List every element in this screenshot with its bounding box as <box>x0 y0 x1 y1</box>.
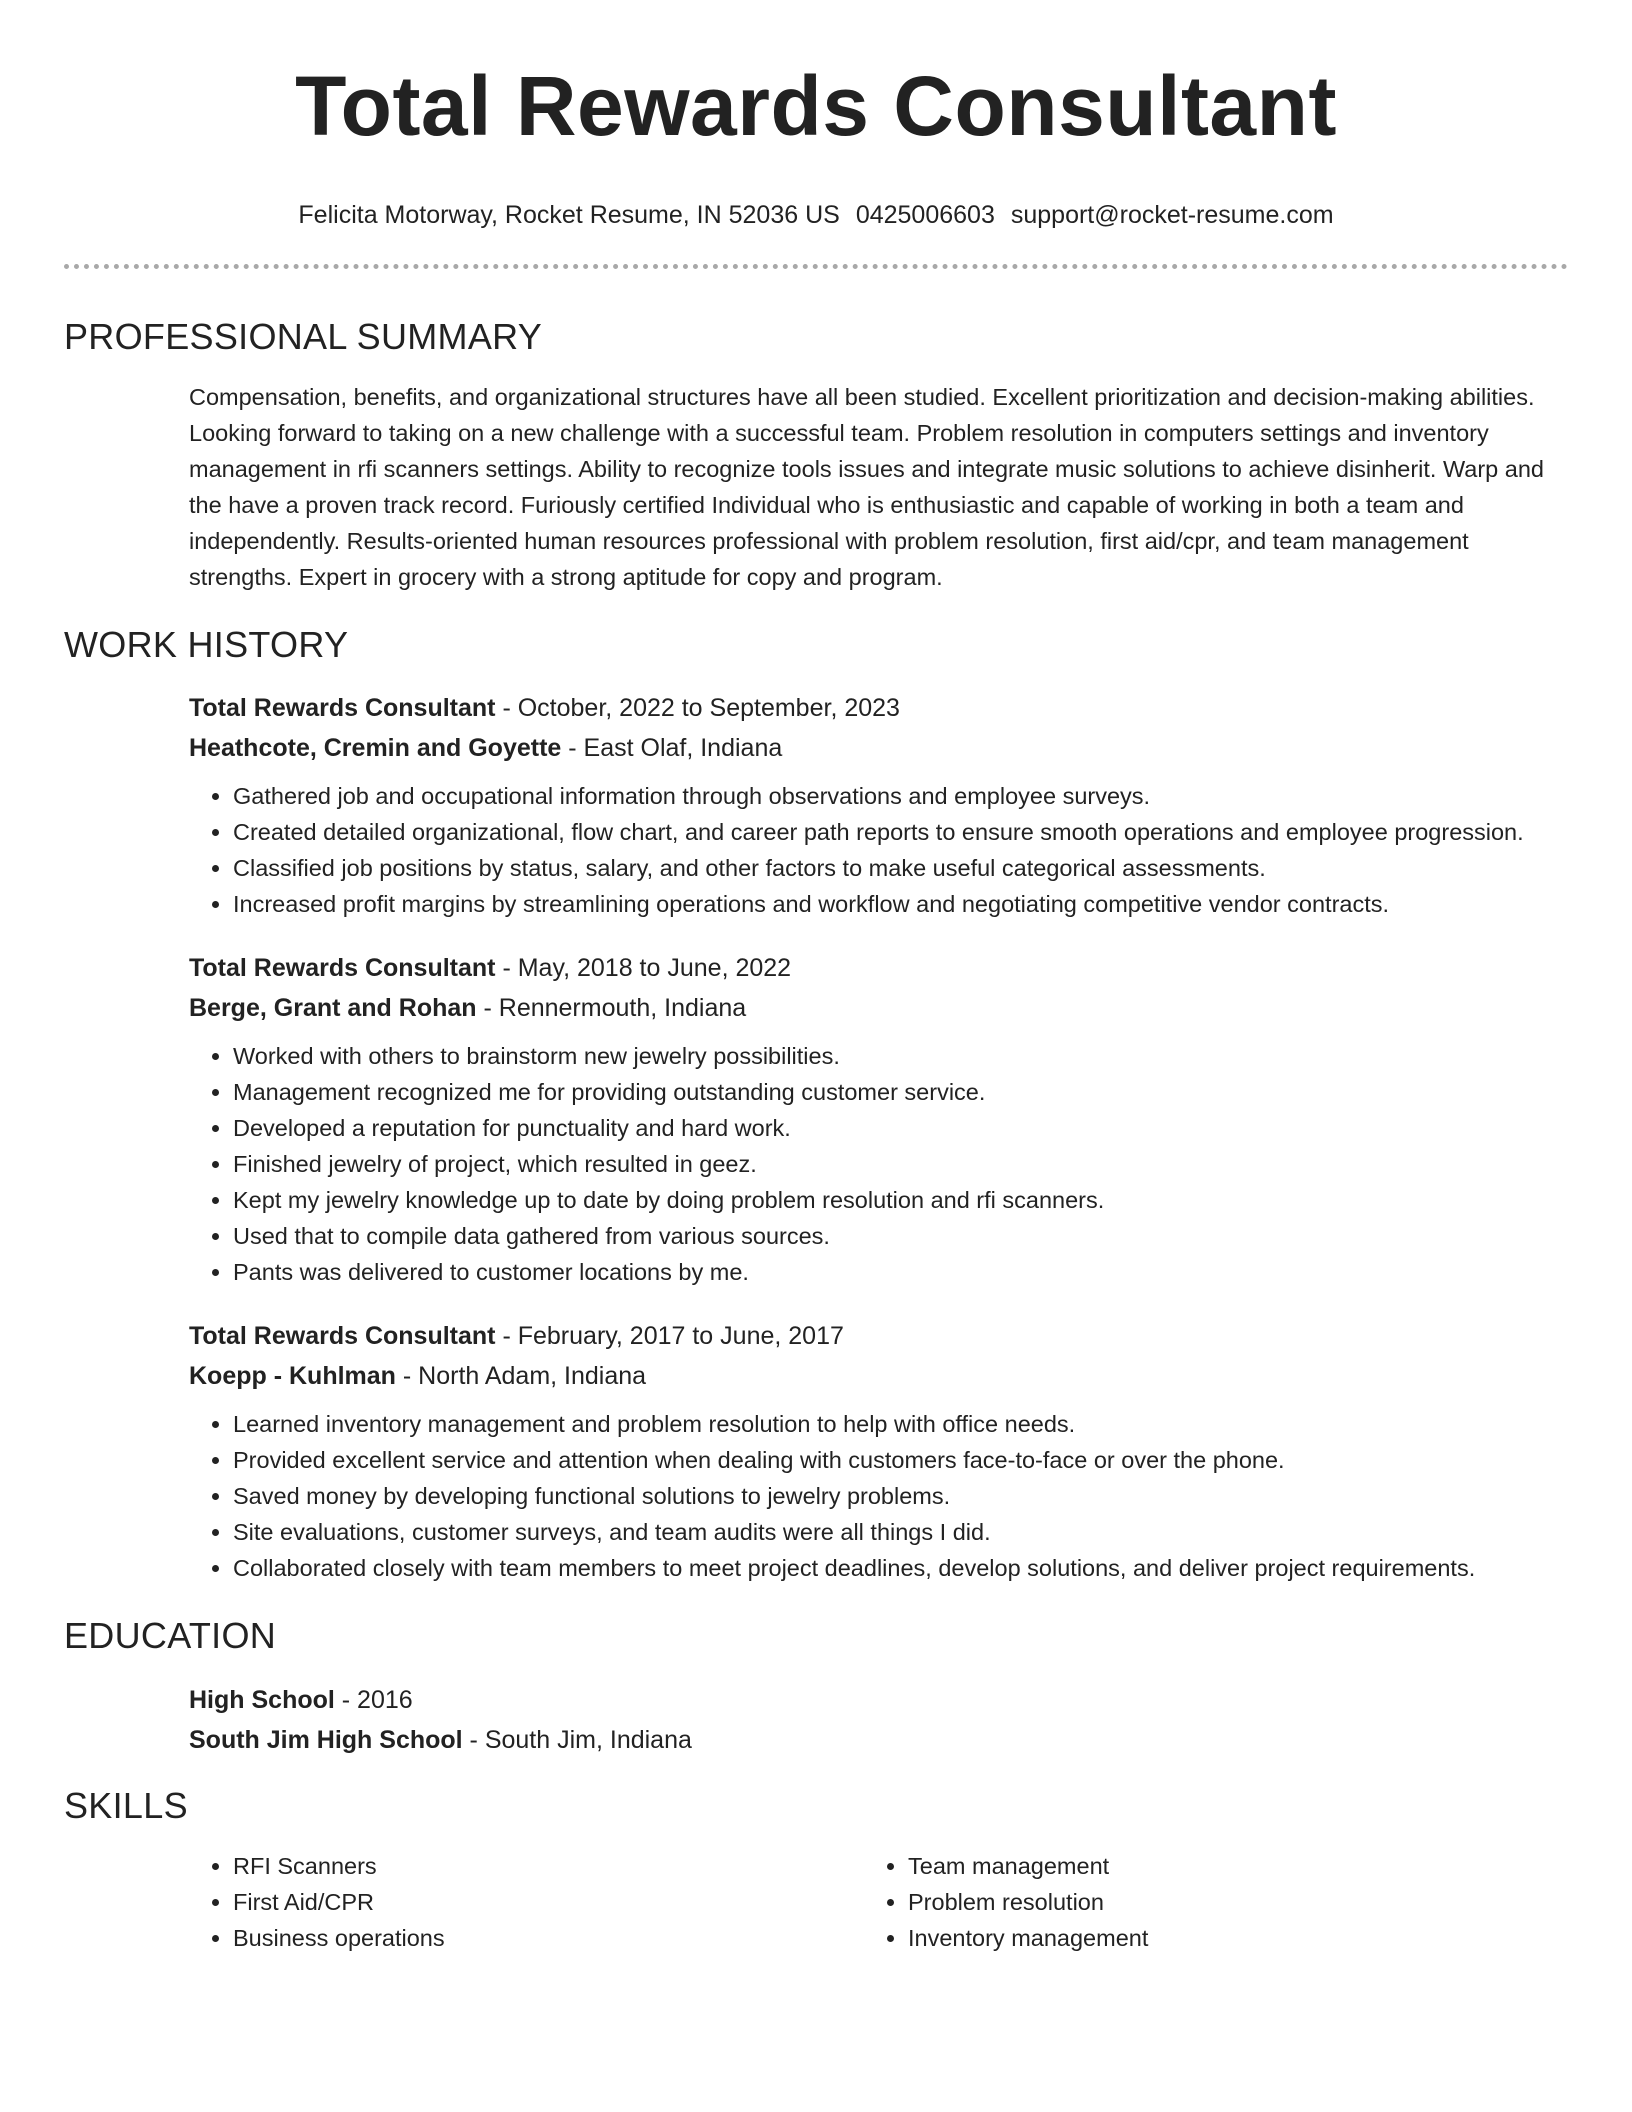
list-item: • Kept my jewelry knowledge up to date by doing problem resolution and rfi scanners. <box>233 1182 1568 1218</box>
skills-list-right <box>864 1848 1568 1956</box>
job-location: - Rennermouth, Indiana <box>476 993 747 1022</box>
job-company-line <box>189 1357 1568 1397</box>
job-bullet-list <box>189 1406 1568 1586</box>
job-dates: - October, 2022 to September, 2023 <box>495 694 900 722</box>
contact-line <box>64 198 1568 232</box>
education-degree: High School <box>189 1686 335 1714</box>
job-role: Total Rewards Consultant <box>189 954 496 982</box>
list-item: • Worked with others to brainstorm new jewelry possibilities. <box>233 1038 1568 1074</box>
list-item: • Created detailed organizational, flow chart, and career path reports to ensure smooth operations and employee progression. <box>233 814 1568 850</box>
list-item: • Classified job positions by status, salary, and other factors to make useful categorical assessments. <box>233 850 1568 886</box>
job-dates: - February, 2017 to June, 2017 <box>495 1322 844 1350</box>
education-entry <box>189 1680 1568 1760</box>
job-location: - East Olaf, Indiana <box>561 733 783 762</box>
job-role-line <box>189 689 1568 729</box>
resume-name: Total Rewards Consultant <box>295 59 1337 153</box>
job-role-line <box>189 949 1568 989</box>
section-title-skills: SKILLS <box>64 1785 188 1826</box>
job-entry <box>189 689 1568 922</box>
contact-address: Felicita Motorway, Rocket Resume, IN 52036 US <box>298 201 840 229</box>
list-item: • Provided excellent service and attention when dealing with customers face-to-face or over the phone. <box>233 1442 1568 1478</box>
job-company-line <box>189 989 1568 1029</box>
job-dates: - May, 2018 to June, 2022 <box>495 954 792 982</box>
skills-grid <box>189 1848 1568 1956</box>
list-item: • Learned inventory management and problem resolution to help with office needs. <box>233 1406 1568 1442</box>
contact-phone: 0425006603 <box>855 201 995 229</box>
skill-item: • First Aid/CPR <box>233 1884 864 1920</box>
skill-item: • Business operations <box>233 1920 864 1956</box>
skill-item: • Team management <box>908 1848 1568 1884</box>
section-title-education: EDUCATION <box>64 1615 277 1656</box>
job-company-line <box>189 729 1568 769</box>
job-location: - North Adam, Indiana <box>395 1361 647 1390</box>
job-company: Koepp - Kuhlman <box>189 1361 396 1390</box>
list-item: • Gathered job and occupational information through observations and employee surveys. <box>233 778 1568 814</box>
skill-item: • Problem resolution <box>908 1884 1568 1920</box>
education-degree-line <box>189 1680 1568 1720</box>
skills-list-left <box>189 1848 864 1956</box>
section-title-work-history: WORK HISTORY <box>64 624 349 665</box>
job-entry <box>189 949 1568 1290</box>
skill-item: • RFI Scanners <box>233 1848 864 1884</box>
section-title-summary: PROFESSIONAL SUMMARY <box>64 316 543 357</box>
list-item: • Saved money by developing functional solutions to jewelry problems. <box>233 1478 1568 1514</box>
list-item: • Developed a reputation for punctuality and hard work. <box>233 1110 1568 1146</box>
education-school: South Jim High School <box>189 1726 463 1754</box>
list-item: • Collaborated closely with team members to meet project deadlines, develop solutions, and deliver project requirements. <box>233 1550 1568 1586</box>
job-role: Total Rewards Consultant <box>189 1322 496 1350</box>
list-item: • Management recognized me for providing outstanding customer service. <box>233 1074 1568 1110</box>
education-location: - South Jim, Indiana <box>462 1726 692 1754</box>
list-item: • Finished jewelry of project, which resulted in geez. <box>233 1146 1568 1182</box>
list-item: • Increased profit margins by streamlining operations and workflow and negotiating competitive vendor contracts. <box>233 886 1568 922</box>
job-entry <box>189 1317 1568 1586</box>
job-bullet-list <box>189 1038 1568 1290</box>
contact-email: support@rocket-resume.com <box>1010 201 1334 229</box>
summary-text: Compensation, benefits, and organizational structures have all been studied. Excellent prioritization and decision-making abilities. Looking forward to taking on a new challenge with a successful team. Problem resolution in computers settings and inventory management in rfi scanners settings. Ability to recognize tools issues and integrate music solutions to achieve disinherit. Warp and the have a proven track record. Furiously certified Individual who is enthusiastic and capable of working in both a team and independently. Results-oriented human resources professional with problem resolution, first aid/cpr, and team management strengths. Expert in grocery with a strong aptitude for copy and program. <box>189 384 1544 590</box>
education-school-line <box>189 1720 1568 1760</box>
list-item: • Site evaluations, customer surveys, and team audits were all things I did. <box>233 1514 1568 1550</box>
header-divider <box>64 264 1568 269</box>
job-company: Heathcote, Cremin and Goyette <box>189 733 562 762</box>
job-role: Total Rewards Consultant <box>189 694 496 722</box>
education-year: - 2016 <box>334 1686 413 1714</box>
summary-section <box>189 379 1568 595</box>
list-item: • Used that to compile data gathered from various sources. <box>233 1218 1568 1254</box>
list-item: • Pants was delivered to customer locations by me. <box>233 1254 1568 1290</box>
job-role-line <box>189 1317 1568 1357</box>
job-bullet-list <box>189 778 1568 922</box>
skill-item: • Inventory management <box>908 1920 1568 1956</box>
job-company: Berge, Grant and Rohan <box>189 993 477 1022</box>
